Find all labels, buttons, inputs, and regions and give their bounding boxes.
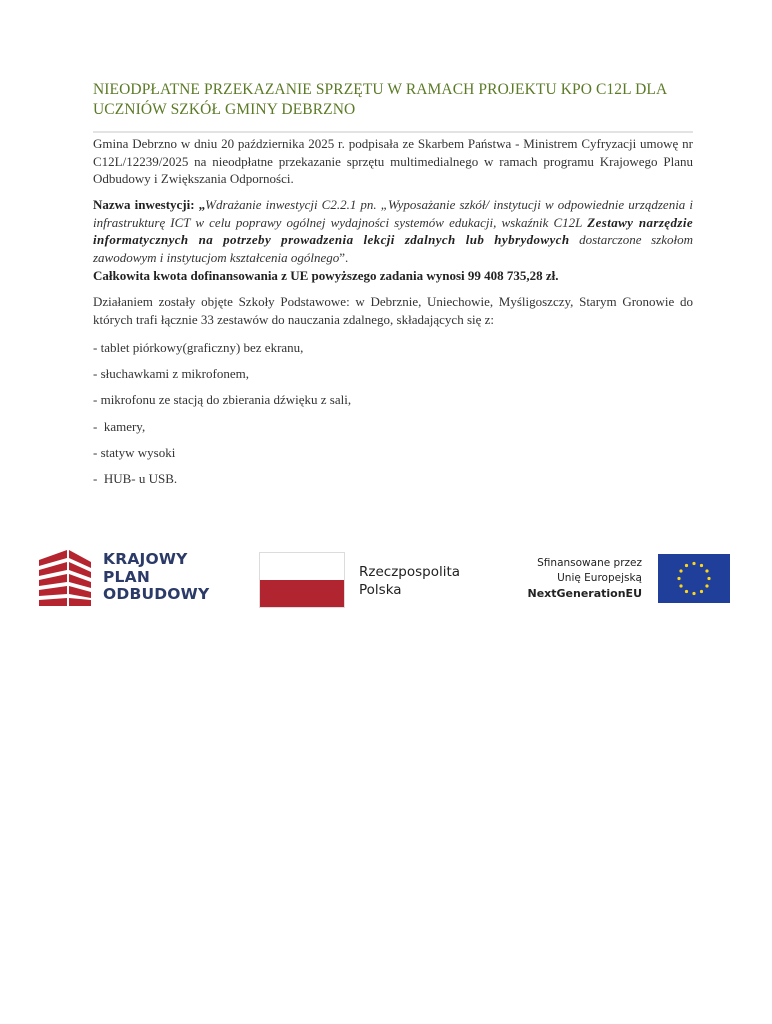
- eu-star-icon: [700, 590, 703, 593]
- title-divider: [93, 131, 693, 133]
- eu-star-icon: [685, 564, 688, 567]
- investment-closing: ”.: [339, 249, 349, 265]
- eu-star-icon: [677, 577, 680, 580]
- eu-star-icon: [692, 592, 695, 595]
- eu-funding-text: [527, 556, 642, 601]
- eu-line2: Unię Europejską: [557, 572, 642, 584]
- list-item: - kamery,: [93, 418, 146, 434]
- investment-name-part1: Wdrażanie inwestycji C2.2.1 pn. „Wyposażanie szkół/ instytucji w odpowiednie urządzenia i infrastrukturę ICT w celu poprawy ogólnej wydajności systemów edukacji, wskaźnik C12L: [93, 197, 694, 230]
- eu-star-icon: [705, 584, 708, 587]
- kpo-line3: ODBUDOWY: [103, 585, 210, 603]
- eu-star-icon: [692, 562, 695, 565]
- investment-paragraph: [93, 196, 693, 266]
- list-item: - słuchawkami z mikrofonem,: [93, 366, 249, 382]
- list-item: - tablet piórkowy(graficzny) bez ekranu,: [93, 340, 304, 355]
- eu-flag-icon: [658, 554, 730, 603]
- kpo-logo-text: [103, 551, 209, 604]
- eu-star-icon: [700, 564, 703, 567]
- list-item: - HUB- u USB.: [93, 470, 178, 486]
- list-item: - mikrofonu ze stacją do zbierania dźwięku z sali,: [93, 392, 352, 408]
- schools-paragraph: Działaniem zostały objęte Szkoły Podstawowe: w Debrznie, Uniechowie, Myśligoszczy, Starym Gronowie do których trafi łącznie 33 zestawów do nauczania zdalnego, składających się z:: [93, 294, 693, 327]
- logos-bar: [0, 540, 772, 620]
- investment-name-part2: dostarczone szkołom zawodowym i instytucjom kształcenia ogólnego: [93, 232, 693, 265]
- rzeczpospolita-text: [359, 563, 460, 599]
- rp-line2: Polska: [359, 582, 402, 598]
- eu-star-icon: [679, 569, 682, 572]
- investment-name-bold: Zestawy narzędzie informatycznych na potrzeby prowadzenia lekcji zdalnych lub hybrydowych: [93, 214, 694, 247]
- list-item: - statyw wysoki: [93, 444, 176, 460]
- kpo-logo: [37, 548, 237, 612]
- eu-line1: Sfinansowane przez: [537, 557, 642, 569]
- eu-star-icon: [685, 590, 688, 593]
- equipment-list: [93, 339, 351, 496]
- page-title: NIEODPŁATNE PRZEKAZANIE SPRZĘTU W RAMACH PROJEKTU KPO C12L DLA UCZNIÓW SZKÓŁ GMINY DEBRZNO: [93, 81, 667, 118]
- investment-label: Nazwa inwestycji: „: [93, 197, 206, 212]
- polish-flag-icon: [259, 552, 345, 608]
- kpo-line2: PLAN: [103, 567, 151, 586]
- kpo-line1: KRAJOWY: [103, 550, 188, 568]
- rp-line1: Rzeczpospolita: [359, 564, 461, 580]
- rzeczpospolita-logo: [259, 552, 489, 612]
- intro-paragraph: Gmina Debrzno w dniu 20 października 2025 r. podpisała ze Skarbem Państwa - Ministrem Cyfryzacji umowę nr C12L/12239/2025 na nieodpłatne przekazanie sprzętu multimedialnego w ramach programu Krajowego Planu Odbudowy i Zwiększania Odporności.: [93, 136, 693, 186]
- eu-star-icon: [705, 569, 708, 572]
- eu-line3: NextGenerationEU: [527, 587, 642, 600]
- eu-star-icon: [679, 584, 682, 587]
- eu-logo: [515, 554, 730, 606]
- eu-star-icon: [707, 577, 710, 580]
- funding-paragraph: Całkowita kwota dofinansowania z UE powyższego zadania wynosi 99 408 735,28 zł.: [93, 268, 559, 283]
- kpo-building-icon: [37, 548, 93, 608]
